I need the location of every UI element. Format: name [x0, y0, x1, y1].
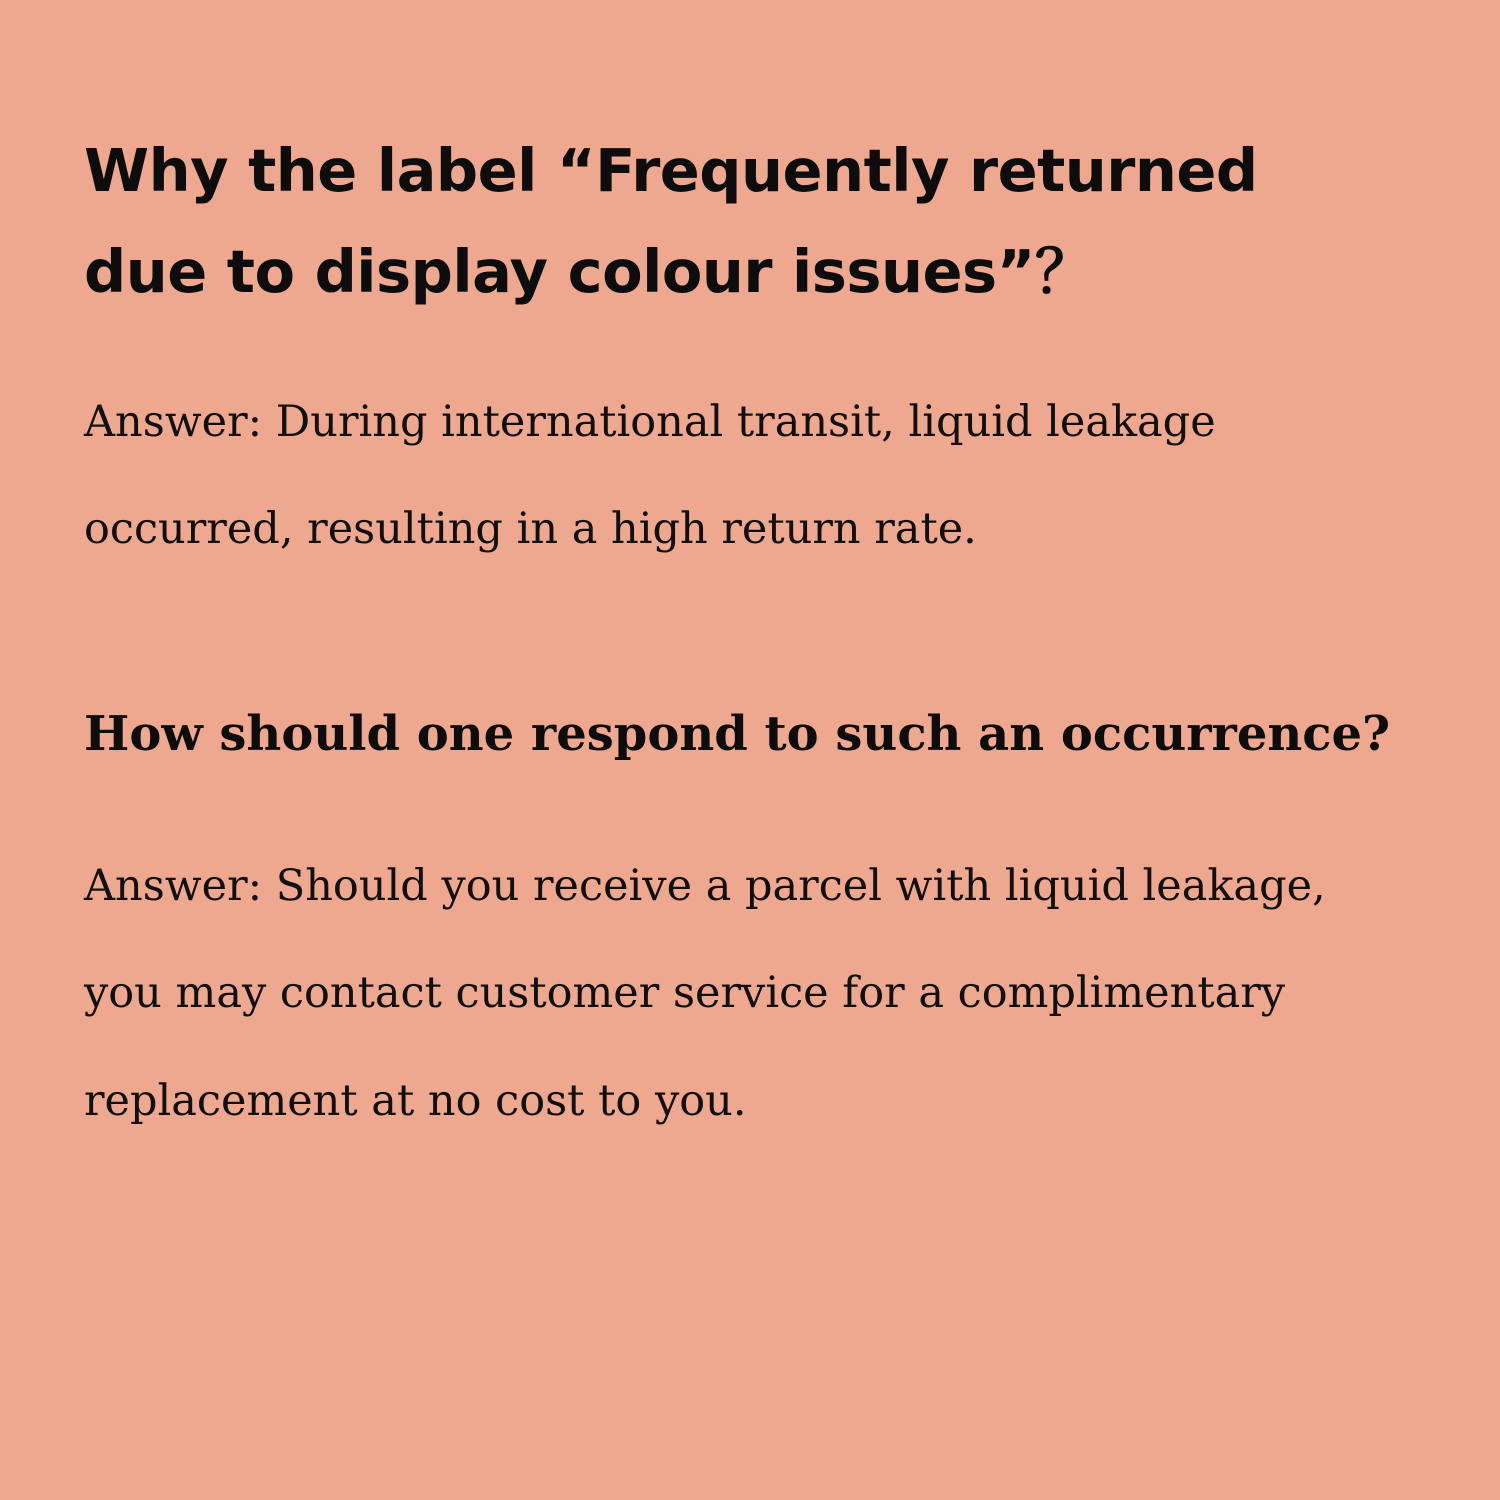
question-1-heading: Why the label “Frequently returned due to display colour issues”？: [84, 136, 1258, 307]
question-2-heading: How should one respond to such an occurrence?: [84, 705, 1391, 762]
answer-2-text: Answer: Should you receive a parcel with liquid leakage, you may contact customer service for a complimentary replacement at no cost to you.: [84, 860, 1326, 1126]
answer-1-text: Answer: During international transit, liquid leakage occurred, resulting in a high return rate.: [84, 396, 1216, 555]
